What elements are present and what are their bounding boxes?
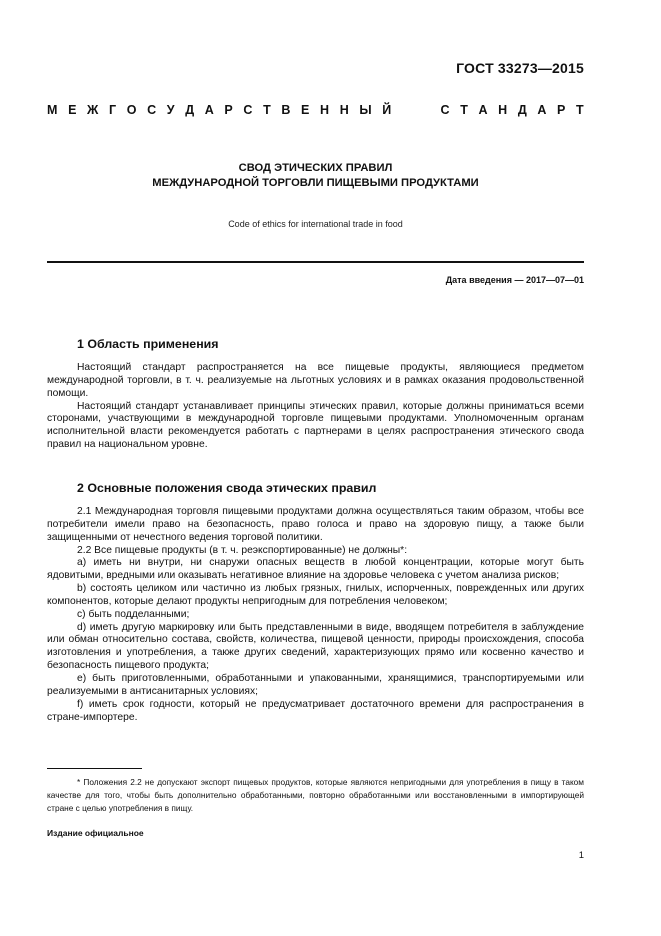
heading-letter: Р — [557, 103, 566, 117]
title-line-2: МЕЖДУНАРОДНОЙ ТОРГОВЛИ ПИЩЕВЫМИ ПРОДУКТАМИ — [152, 177, 479, 189]
heading-letter: С — [243, 103, 253, 117]
page-number: 1 — [578, 850, 584, 861]
section-2-body — [47, 506, 584, 724]
heading-letter: С — [147, 103, 157, 117]
title-divider — [47, 261, 584, 263]
official-edition-label: Издание официальное — [47, 828, 144, 838]
word-gap — [402, 103, 430, 117]
heading-letter: А — [478, 103, 488, 117]
heading-letter: Н — [498, 103, 508, 117]
standard-type-heading — [47, 103, 584, 117]
paragraph: Настоящий стандарт распространяется на все пищевые продукты, являющиеся предметом международной торговли, в т. ч. реализуемые на льготных условиях и в рамках оказания продовольственной помощи. — [47, 362, 584, 399]
list-item: a) иметь ни внутри, ни снаружи опасных веществ в любой концентрации, которые могут быть ядовитыми, вредными или оказывать негативное влияние на здоровье человека с учетом анализа рисков; — [47, 557, 584, 582]
title-line-1: СВОД ЭТИЧЕСКИХ ПРАВИЛ — [238, 162, 393, 174]
heading-letter: О — [126, 103, 137, 117]
heading-letter: Р — [224, 103, 233, 117]
heading-letter: А — [204, 103, 214, 117]
list-item: c) быть подделанными; — [77, 608, 190, 620]
section-1-body — [47, 362, 584, 452]
list-item: b) состоять целиком или частично из любых грязных, гнилых, испорченных, поврежденных или других компонентов, которые делают продукты непригодным для потребления человеком; — [47, 583, 584, 607]
paragraph: 2.2 Все пищевые продукты (в т. ч. реэкспортированные) не должны*: — [77, 544, 408, 556]
introduction-date: Дата введения — 2017—07—01 — [445, 275, 584, 285]
heading-letter: У — [166, 103, 175, 117]
english-title: Code of ethics for international trade in food — [228, 219, 403, 229]
section-1-heading: 1 Область применения — [77, 337, 219, 351]
heading-letter: Е — [68, 103, 77, 117]
heading-letter: М — [47, 103, 58, 117]
paragraph: 2.1 Международная торговля пищевыми продуктами должна осуществляться таким образом, чтобы все потребители имели право на безопасность, право голоса и право на здоровую пищу, а также были защищенными от нечестного ведения торговой политики. — [47, 506, 584, 543]
heading-letter: В — [281, 103, 291, 117]
heading-letter: С — [440, 103, 450, 117]
heading-letter: Ж — [87, 103, 99, 117]
heading-letter: Д — [185, 103, 195, 117]
list-item: d) иметь другую маркировку или быть представленными в виде, вводящем потребителя в заблуждение или обман относительно состава, свойств, количества, пищевой ценности, природы происхождения, способа изготовления и употребления, а также других сведений, характеризующих прямо или косвенно качество и безопасность пищевого продукта; — [47, 621, 584, 672]
heading-letter: Н — [339, 103, 349, 117]
section-2-heading: 2 Основные положения свода этических правил — [77, 481, 377, 495]
list-item: f) иметь срок годности, который не предусматривает достаточного времени для распространения в стране-импортере. — [47, 698, 584, 723]
heading-letter: Т — [576, 103, 584, 117]
heading-letter: Ы — [359, 103, 372, 117]
heading-letter: Д — [517, 103, 527, 117]
footnote-divider — [47, 768, 142, 769]
heading-letter: Г — [109, 103, 117, 117]
standard-code: ГОСТ 33273—2015 — [456, 60, 584, 76]
heading-letter: Е — [301, 103, 310, 117]
heading-letter: Т — [460, 103, 468, 117]
heading-letter: Т — [263, 103, 271, 117]
document-title — [47, 161, 584, 191]
heading-letter: А — [537, 103, 547, 117]
list-item: e) быть приготовленными, обработанными и упакованными, хранящимися, транспортируемыми или реализуемыми в антисанитарных условиях; — [47, 672, 584, 697]
paragraph: Настоящий стандарт устанавливает принципы этических правил, которые должны приниматься всеми сторонами, участвующими в международной торговле пищевыми продуктами. Уполномоченным органам исполнительной власти рекомендуется работать с партнерами в целях распространения этического свода правил на национальном уровне. — [47, 400, 584, 451]
heading-letter: Н — [320, 103, 330, 117]
heading-letter: Й — [382, 103, 392, 117]
footnote: * Положения 2.2 не допускают экспорт пищевых продуктов, которые являются непригодными для употребления в пищу в таком качестве для того, чтобы быть дополнительно обработанными, повторно обработанными или восстановленными в импортирующей стране с целью употребления в пищу. — [47, 777, 584, 813]
